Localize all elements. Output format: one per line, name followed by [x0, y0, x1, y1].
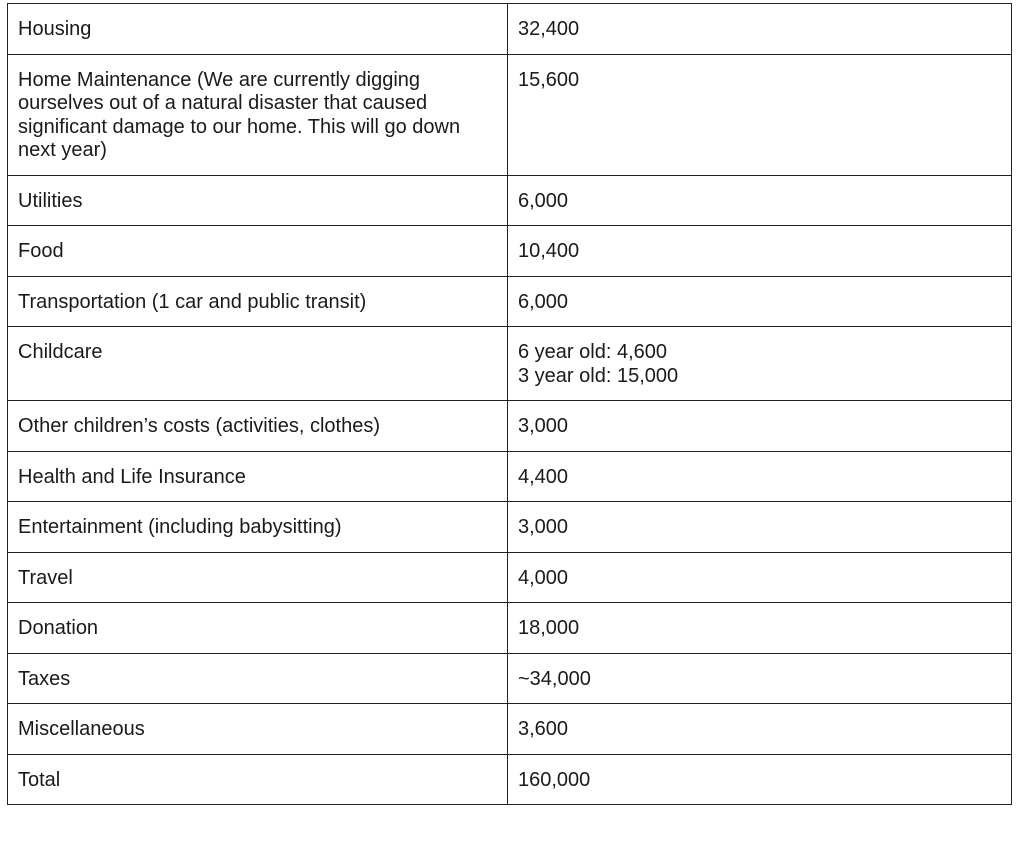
table-row — [8, 226, 1012, 277]
amount-value: 4,000 — [518, 566, 569, 589]
category-label: Health and Life Insurance — [18, 465, 246, 488]
category-label: Taxes — [18, 667, 71, 690]
table-row — [8, 704, 1012, 755]
amount-cell — [508, 276, 1012, 327]
category-cell — [8, 226, 508, 277]
category-label: Miscellaneous — [18, 718, 145, 740]
table-row — [8, 54, 1012, 175]
amount-value: 3,600 — [518, 718, 569, 740]
category-cell — [8, 754, 508, 805]
expense-table — [7, 3, 1012, 805]
amount-value: ~34,000 — [518, 667, 591, 690]
table-row — [8, 4, 1012, 55]
table-row — [8, 276, 1012, 327]
total-row — [8, 754, 1012, 805]
category-label: Other children’s costs (activities, clothes) — [18, 415, 380, 437]
category-cell — [8, 175, 508, 226]
category-cell — [8, 603, 508, 654]
table-row — [8, 175, 1012, 226]
total-value: 160,000 — [518, 768, 591, 791]
amount-cell — [508, 704, 1012, 755]
category-label: Donation — [18, 617, 99, 639]
amount-value: 10,400 — [518, 240, 580, 262]
amount-value: 18,000 — [518, 617, 580, 639]
table-row — [8, 502, 1012, 553]
category-cell — [8, 54, 508, 175]
table-row — [8, 552, 1012, 603]
amount-value: 6,000 — [518, 189, 569, 212]
amount-line: 3 year old: 15,000 — [518, 364, 679, 387]
table-row — [8, 653, 1012, 704]
category-cell — [8, 451, 508, 502]
category-cell — [8, 276, 508, 327]
category-label: Utilities — [18, 189, 83, 212]
table-row — [8, 451, 1012, 502]
category-label: Transportation (1 car and public transit) — [18, 290, 367, 313]
category-label: Childcare — [18, 341, 103, 363]
category-label: Travel — [18, 566, 73, 589]
amount-cell — [508, 4, 1012, 55]
amount-cell — [508, 226, 1012, 277]
table-row — [8, 401, 1012, 452]
amount-cell — [508, 54, 1012, 175]
category-cell — [8, 552, 508, 603]
category-cell — [8, 653, 508, 704]
amount-cell — [508, 401, 1012, 452]
category-cell — [8, 502, 508, 553]
amount-value: 15,600 — [518, 68, 580, 91]
amount-cell — [508, 502, 1012, 553]
category-label: Housing — [18, 18, 92, 40]
total-label: Total — [18, 768, 61, 791]
amount-cell — [508, 552, 1012, 603]
amount-cell — [508, 603, 1012, 654]
amount-cell — [508, 175, 1012, 226]
expense-table-body — [8, 4, 1012, 805]
category-cell — [8, 327, 508, 401]
amount-cell — [508, 754, 1012, 805]
category-cell — [8, 401, 508, 452]
category-label: Home Maintenance (We are currently digging ourselves out of a natural disaster that caused significant damage to our home. This will go down next year) — [18, 68, 461, 161]
amount-cell — [508, 653, 1012, 704]
category-label: Food — [18, 240, 64, 262]
amount-line: 6 year old: 4,600 — [518, 341, 667, 363]
amount-value: 32,400 — [518, 18, 580, 40]
amount-value: 4,400 — [518, 465, 569, 488]
category-cell — [8, 4, 508, 55]
category-cell — [8, 704, 508, 755]
table-row — [8, 603, 1012, 654]
amount-value: 3,000 — [518, 516, 569, 538]
amount-value: 6,000 — [518, 290, 569, 313]
category-label: Entertainment (including babysitting) — [18, 516, 342, 538]
amount-cell — [508, 451, 1012, 502]
table-row — [8, 327, 1012, 401]
amount-value: 3,000 — [518, 415, 569, 437]
amount-cell — [508, 327, 1012, 401]
